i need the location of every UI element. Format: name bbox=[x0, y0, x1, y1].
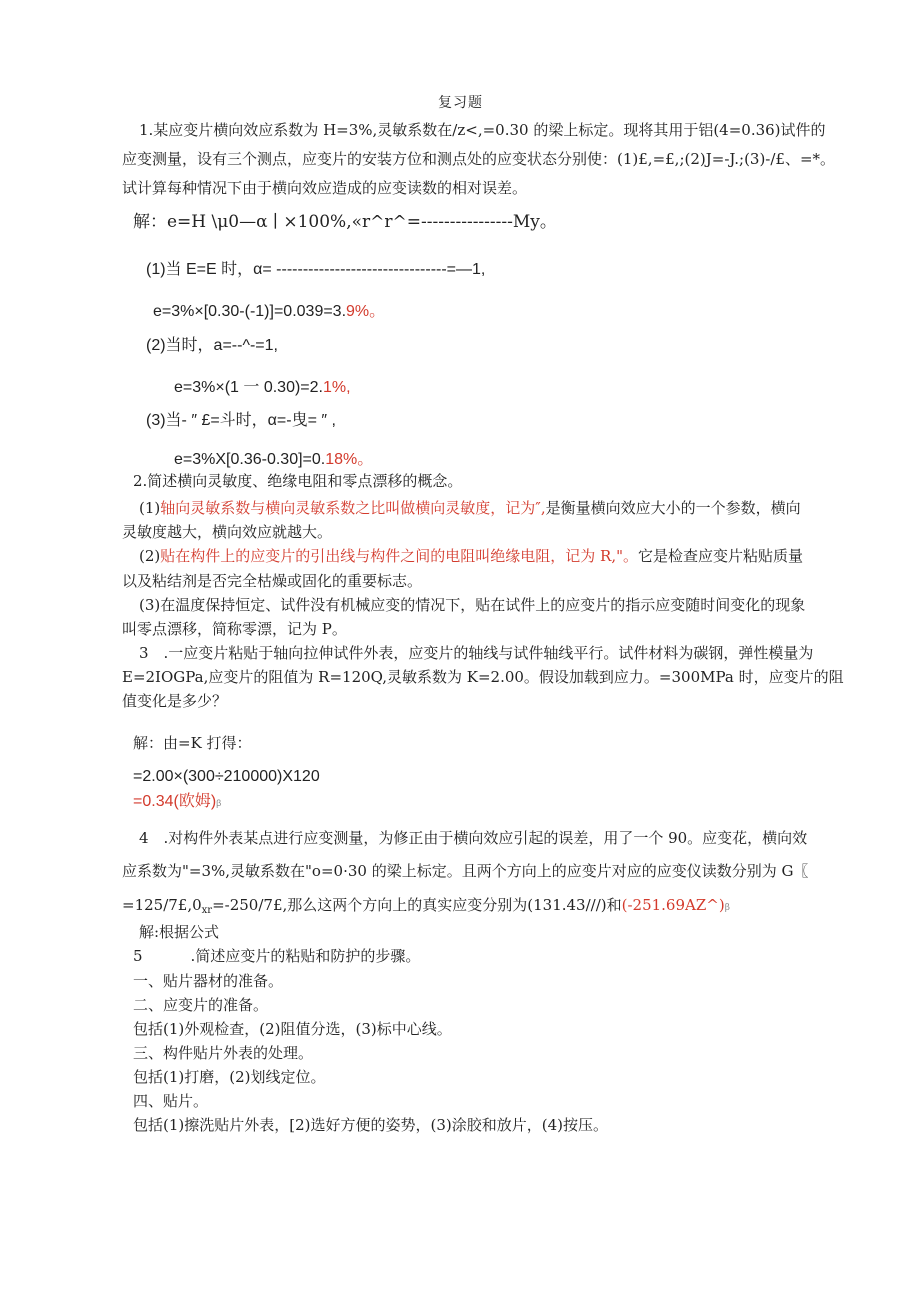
q1-case-3-result: 18%。 bbox=[325, 451, 374, 468]
q3-line-2: E=2IOGPa,应变片的阻值为 R=120Q,灵敏系数为 K=2.00。假设加载到应力。=300MPa 时，应变片的阻 bbox=[122, 668, 844, 686]
q1-case-2-result: 1%, bbox=[323, 379, 351, 396]
q3-result-value: =0.34(欧姆) bbox=[133, 793, 217, 810]
q1-line-1: 1.某应变片横向效应系数为 H=3%,灵敏系数在/z<,=0.30 的梁上标定。现将其用于铝(4=0.36)试件的 bbox=[139, 121, 826, 139]
q2-p2-rest: 它是检查应变片粘贴质量 bbox=[637, 547, 803, 565]
q3-result bbox=[133, 792, 221, 813]
q5-title-text: .简述应变片的粘贴和防护的步骤。 bbox=[190, 947, 421, 965]
q2-p1-definition: 轴向灵敏系数与横向灵敏系数之比叫做横向灵敏度，记为″, bbox=[160, 499, 546, 517]
q5-title bbox=[133, 946, 420, 966]
q4-line-3-result: (-251.69AZ^) bbox=[621, 896, 725, 914]
q4-line-1: 4 .对构件外表某点进行应变测量，为修正由于横向效应引起的误差，用了一个 90。应变花，横向效 bbox=[139, 829, 808, 847]
q4-line-3-part-b: =-250/7£,那么这两个方向上的真实应变分别为(131.43///)和 bbox=[212, 896, 622, 914]
q2-p1-prefix: (1) bbox=[139, 499, 161, 517]
q4-line-3 bbox=[122, 895, 730, 921]
q3-result-tail: β bbox=[216, 798, 222, 808]
q2-p1-rest: 是衡量横向效应大小的一个参数，横向 bbox=[545, 499, 801, 517]
q5-step-3: 三、构件贴片外表的处理。 bbox=[133, 1044, 314, 1062]
q4-line-3-tail: β bbox=[724, 903, 730, 913]
q5-step-1: 一、贴片器材的准备。 bbox=[133, 972, 284, 990]
q2-paragraph-1-line-2: 灵敏度越大，横向效应就越大。 bbox=[122, 523, 333, 541]
q2-paragraph-2-line-2: 以及粘结剂是否完全枯燥或固化的重要标志。 bbox=[122, 572, 423, 590]
q1-solution: 解：e=H \μ0—α ∣ ×100%,«r^r^=----------------My。 bbox=[133, 212, 557, 232]
q1-case-3-header: (3)当- ″ £=斗时，α=-曳= ″ , bbox=[146, 412, 336, 429]
q1-case-1-calc-text: e=3%×[0.30-(-1)]=0.039=3. bbox=[153, 303, 347, 320]
q5-title-number: 5 bbox=[133, 947, 143, 965]
q5-step-4-detail: 包括(1)擦洗贴片外表，[2)选好方便的姿势，(3)涂胶和放片，(4)按压。 bbox=[133, 1116, 608, 1134]
q3-line-1: 3 .一应变片粘贴于轴向拉伸试件外表，应变片的轴线与试件轴线平行。试件材料为碳钢，弹性模量为 bbox=[139, 644, 814, 662]
q1-case-1-result: 9%。 bbox=[346, 303, 386, 320]
q4-line-2: 应系数为"=3%,灵敏系数在"o=0·30 的梁上标定。且两个方向上的应变片对应的应变仪读数分别为 G〖 bbox=[122, 862, 809, 880]
q1-case-1-calc bbox=[153, 302, 385, 322]
q4-line-3-part-a: =125/7£,0 bbox=[122, 896, 202, 914]
q1-line-3: 试计算每种情况下由于横向效应造成的应变读数的相对误差。 bbox=[122, 179, 528, 197]
q1-case-3-calc-text: e=3%X[0.36-0.30]=0. bbox=[174, 451, 326, 468]
q1-case-1-header: (1)当 E=E 时，α= --------------------------------=—1, bbox=[146, 261, 486, 278]
q1-line-2: 应变测量，设有三个测点，应变片的安装方位和测点处的应变状态分别使：(1)£,=£,;(2)J=-J.;(3)-/£、=*。 bbox=[122, 150, 836, 168]
q5-step-4: 四、贴片。 bbox=[133, 1092, 209, 1110]
q5-step-3-detail: 包括(1)打磨，(2)划线定位。 bbox=[133, 1068, 326, 1086]
q2-title: 2.简述横向灵敏度、绝缘电阻和零点漂移的概念。 bbox=[133, 472, 463, 490]
q3-line-3: 值变化是多少？ bbox=[122, 692, 228, 710]
q2-paragraph-2 bbox=[139, 546, 803, 566]
q4-line-3-subscript: xr bbox=[201, 905, 213, 916]
q3-calc: =2.00×(300÷210000)X120 bbox=[133, 768, 320, 785]
q2-paragraph-3-line-2: 叫零点漂移，简称零漂，记为 P。 bbox=[122, 620, 347, 638]
q4-solution: 解:根据公式 bbox=[139, 923, 220, 941]
q5-step-2: 二、应变片的准备。 bbox=[133, 996, 269, 1014]
q2-paragraph-3: (3)在温度保持恒定、试件没有机械应变的情况下，贴在试件上的应变片的指示应变随时间变化的现象 bbox=[139, 596, 806, 614]
q1-case-2-calc bbox=[174, 378, 351, 398]
q2-p2-prefix: (2) bbox=[139, 547, 161, 565]
q5-step-2-detail: 包括(1)外观检查，(2)阻值分选，(3)标中心线。 bbox=[133, 1020, 452, 1038]
q2-p2-definition: 贴在构件上的应变片的引出线与构件之间的电阻叫绝缘电阻，记为 R,"。 bbox=[160, 547, 638, 565]
q1-case-2-calc-text: e=3%×(1 一 0.30)=2. bbox=[174, 379, 323, 396]
page-title: 复习题 bbox=[438, 95, 483, 111]
q2-paragraph-1 bbox=[139, 498, 801, 518]
q3-solution: 解：由=K 打得： bbox=[133, 734, 252, 752]
q1-case-2-header: (2)当时，a=--^-=1, bbox=[146, 337, 278, 354]
q1-case-3-calc bbox=[174, 450, 373, 470]
